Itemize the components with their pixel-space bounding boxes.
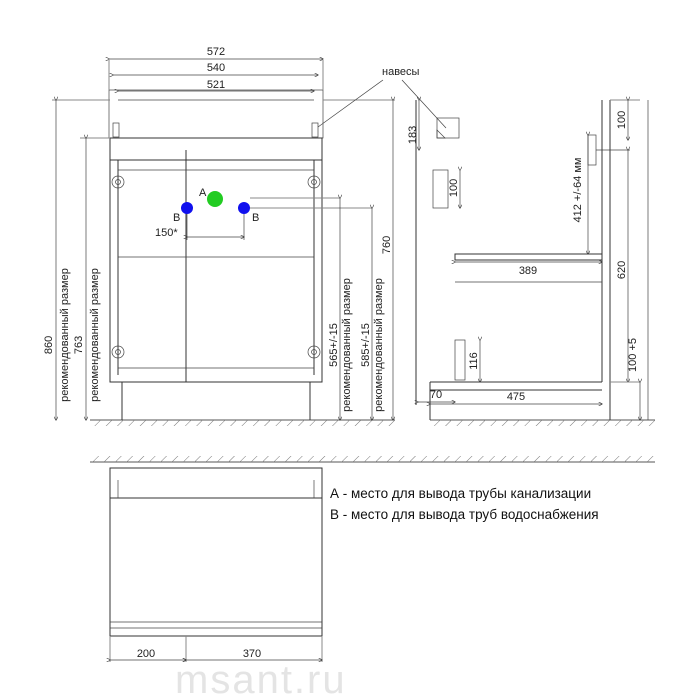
dim-150: 150* xyxy=(155,227,178,239)
cabinet-body xyxy=(110,138,322,382)
rec-label-763: рекомендованный размер xyxy=(89,268,101,402)
legend-water: В - место для вывода труб водоснабжения xyxy=(330,507,599,522)
dim-389: 389 xyxy=(518,265,538,277)
water-marker-left xyxy=(181,202,193,214)
front-view xyxy=(43,46,395,426)
dim-763: 763 xyxy=(73,335,85,355)
dim-370: 370 xyxy=(242,648,262,660)
dim-521: 521 xyxy=(206,79,226,91)
sink-outline xyxy=(109,90,323,138)
hinges-label: навесы xyxy=(382,66,420,78)
legend xyxy=(330,486,599,522)
side-view xyxy=(318,66,655,426)
dim-200: 200 xyxy=(136,648,156,660)
watermark: msant.ru xyxy=(175,658,347,700)
dim-70: 70 xyxy=(429,389,443,401)
marker-a-label: A xyxy=(199,187,207,199)
dim-475: 475 xyxy=(506,391,526,403)
dim-760: 760 xyxy=(381,235,393,255)
rec-label-565: рекомендованный размер xyxy=(341,278,353,412)
dim-585: 585+/-15 xyxy=(360,323,372,367)
legend-drain: А - место для вывода трубы канализации xyxy=(330,486,592,501)
shelf xyxy=(455,254,602,260)
floor-hatch xyxy=(90,420,395,426)
dim-183: 183 xyxy=(407,125,419,145)
plan-cabinet xyxy=(110,468,322,636)
marker-b-right-label: B xyxy=(252,212,260,224)
dim-100-bracket: 100 xyxy=(448,178,460,198)
dim-572: 572 xyxy=(206,46,226,58)
marker-b-left-label: B xyxy=(173,212,181,224)
dim-620: 620 xyxy=(616,260,628,280)
dim-100-plus5: 100 +5 xyxy=(627,338,639,372)
water-marker-right xyxy=(238,202,250,214)
dim-565: 565+/-15 xyxy=(328,323,340,367)
dim-860: 860 xyxy=(43,335,55,355)
dim-116: 116 xyxy=(468,352,480,370)
dim-540: 540 xyxy=(206,62,226,74)
rec-label-585: рекомендованный размер xyxy=(373,278,385,412)
rec-label-860: рекомендованный размер xyxy=(59,268,71,402)
hinge-bracket xyxy=(437,118,459,138)
dim-412: 412 +/-64 мм xyxy=(572,157,584,223)
dim-100-top: 100 xyxy=(616,110,628,130)
drain-marker xyxy=(207,191,223,207)
